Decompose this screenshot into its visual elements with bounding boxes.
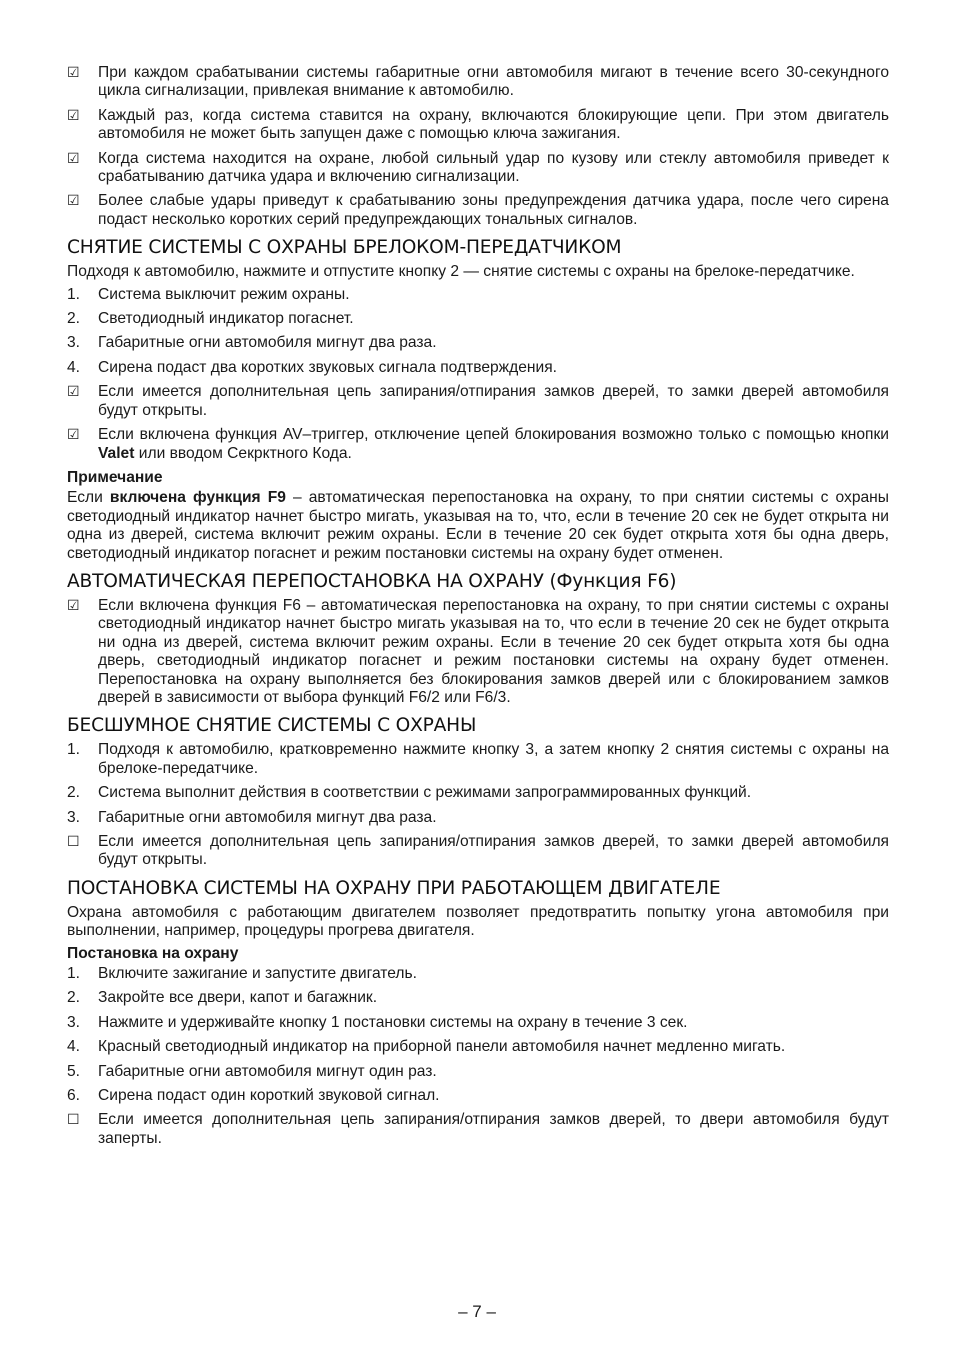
subheading-arming: Постановка на охрану xyxy=(67,944,239,962)
list-item-text: При каждом срабатывании системы габаритные огни автомобиля мигают в течение всего 30-секундного цикла сигнализации, привлекая внимание к автомобилю. xyxy=(98,64,889,100)
step-number: 1. xyxy=(67,965,81,983)
list-item xyxy=(67,1014,889,1032)
checkbox-checked-icon: ☑ xyxy=(67,193,80,210)
silent-disarm-steps xyxy=(67,741,889,869)
list-item-text: Габаритные огни автомобиля мигнут два раза. xyxy=(98,334,437,352)
list-item-text: Если имеется дополнительная цепь запирания/отпирания замков дверей, то замки дверей автомобиля будут открыты. xyxy=(98,383,889,419)
list-item-text: Габаритные огни автомобиля мигнут два раза. xyxy=(98,808,437,826)
section-heading-auto-rearm: АВТОМАТИЧЕСКАЯ ПЕРЕПОСТАНОВКА НА ОХРАНУ (Функция F6) xyxy=(67,570,677,592)
list-item xyxy=(67,383,889,420)
checkbox-checked-icon: ☑ xyxy=(67,65,80,81)
list-item xyxy=(67,107,889,144)
list-item xyxy=(67,310,889,328)
checkbox-checked-icon: ☑ xyxy=(67,427,80,444)
step-number: 2. xyxy=(67,784,81,802)
step-number: 5. xyxy=(67,1062,81,1080)
list-item xyxy=(67,192,889,229)
list-item xyxy=(67,1038,889,1056)
list-item-text: Сирена подаст один короткий звуковой сигнал. xyxy=(98,1087,440,1105)
note-text-part: – автоматическая перепостановка на охрану, то при снятии системы с охраны светодиодный индикатор начнет быстро мигать, указывая на то, что, если в течение 20 сек не будет открыта ни одна из дверей, система включит режим охраны. Если в течение 20 сек будет открыта хотя бы одна дверь, светодиодный индикатор погаснет и режим постановки системы на охрану будет отменен. xyxy=(67,489,889,562)
valet-label: Valet xyxy=(98,444,135,462)
step-number: 4. xyxy=(67,1038,81,1056)
checkbox-checked-icon: ☑ xyxy=(67,107,80,124)
note-text-bold: включена функция F9 xyxy=(109,489,286,507)
step-number: 1. xyxy=(67,285,81,303)
step-number: 1. xyxy=(67,741,81,759)
list-item xyxy=(67,597,889,707)
list-item xyxy=(67,989,889,1007)
intro-list xyxy=(67,64,889,229)
list-item xyxy=(67,1087,889,1105)
step-number: 6. xyxy=(67,1087,81,1105)
list-item xyxy=(67,965,889,983)
note-text xyxy=(67,489,889,563)
checkbox-checked-icon: ☑ xyxy=(67,150,80,167)
list-item xyxy=(67,1111,889,1148)
note-text-part: Если xyxy=(67,489,110,507)
list-item xyxy=(67,741,889,778)
note-title: Примечание xyxy=(67,468,163,486)
list-item-text: Когда система находится на охране, любой сильный удар по кузову или стеклу автомобиля приведет к срабатыванию датчика удара и включению сигнализации. xyxy=(98,149,889,186)
list-item xyxy=(67,833,889,870)
arming-steps xyxy=(67,965,889,1148)
list-item-text: Подходя к автомобилю, кратковременно нажмите кнопку 3, а затем кнопку 2 снятия системы с охраны на брелоке-передатчике. xyxy=(98,741,889,777)
step-number: 2. xyxy=(67,310,81,328)
list-item xyxy=(67,64,889,101)
list-item xyxy=(67,150,889,187)
disarm-steps xyxy=(67,286,889,463)
step-number: 2. xyxy=(67,989,81,1007)
list-item-text: Каждый раз, когда система ставится на охрану, включаются блокирующие цепи. При этом двигатель автомобиля не может быть запущен даже с помощью ключа зажигания. xyxy=(98,106,889,143)
checkbox-checked-icon: ☑ xyxy=(67,384,80,401)
list-item xyxy=(67,1063,889,1081)
auto-rearm-list xyxy=(67,597,889,707)
section-heading-disarm: СНЯТИЕ СИСТЕМЫ С ОХРАНЫ БРЕЛОКОМ-ПЕРЕДАТЧИКОМ xyxy=(67,237,622,259)
section-heading-arm-engine-running: ПОСТАНОВКА СИСТЕМЫ НА ОХРАНУ ПРИ РАБОТАЮЩЕМ ДВИГАТЕЛЕ xyxy=(67,877,721,899)
list-item-text: Система выполнит действия в соответствии с режимами запрограммированных функций. xyxy=(98,784,752,802)
list-item-text: Система выключит режим охраны. xyxy=(98,285,350,303)
document-page xyxy=(67,64,889,1154)
list-item xyxy=(67,334,889,352)
step-number: 3. xyxy=(67,808,81,826)
list-item-text: Если имеется дополнительная цепь запирания/отпирания замков дверей, то замки дверей автомобиля будут открыты. xyxy=(98,833,889,869)
page-number: – 7 – xyxy=(458,1302,496,1321)
list-item-text: Сирена подаст два коротких звуковых сигнала подтверждения. xyxy=(98,358,557,376)
list-item-text: Более слабые удары приведут к срабатыванию зоны предупреждения датчика удара, после чего сирена подаст несколько коротких серий предупреждающих тональных сигналов. xyxy=(98,192,889,228)
section-intro: Подходя к автомобилю, нажмите и отпустите кнопку 2 — снятие системы с охраны на брелоке-передатчике. xyxy=(67,263,855,281)
list-item-text: Если включена функция AV–триггер, отключение цепей блокирования возможно только с помощью кнопки xyxy=(98,426,889,444)
list-item xyxy=(67,286,889,304)
section-heading-silent-disarm: БЕСШУМНОЕ СНЯТИЕ СИСТЕМЫ С ОХРАНЫ xyxy=(67,715,477,737)
list-item xyxy=(67,426,889,463)
list-item-text: Габаритные огни автомобиля мигнут один раз. xyxy=(98,1062,437,1080)
list-item-text: Нажмите и удерживайте кнопку 1 постановки системы на охрану в течение 3 сек. xyxy=(98,1013,688,1031)
checkbox-checked-icon: ☑ xyxy=(67,597,80,614)
checkbox-empty-icon: ☐ xyxy=(67,834,80,850)
list-item-text: Закройте все двери, капот и багажник. xyxy=(98,989,378,1007)
section-intro: Охрана автомобиля с работающим двигателем позволяет предотвратить попытку угона автомобиля при выполнении, например, процедуры прогрева двигателя. xyxy=(67,903,889,940)
list-item xyxy=(67,809,889,827)
list-item-text: Светодиодный индикатор погаснет. xyxy=(98,310,354,328)
step-number: 3. xyxy=(67,334,81,352)
step-number: 4. xyxy=(67,358,81,376)
step-number: 3. xyxy=(67,1013,81,1031)
list-item-text: Красный светодиодный индикатор на приборной панели автомобиля начнет медленно мигать. xyxy=(98,1038,786,1056)
list-item-text: или вводом Секрктного Кода. xyxy=(134,444,352,462)
list-item-text: Если имеется дополнительная цепь запирания/отпирания замков дверей, то двери автомобиля будут заперты. xyxy=(98,1111,889,1147)
list-item-text: Если включена функция F6 – автоматическая перепостановка на охрану, то при снятии системы с охраны светодиодный индикатор начнет быстро мигать указывая на то, что если в течение 20 сек не будет открыта ни одна из дверей, система включит режим охраны. Если в течение 20 сек будет открыта хотя бы одна дверь, светодиодный индикатор погаснет и режим постановки системы на охрану будет отменен. Перепостановка на охрану выполняется без блокирования замков дверей или с блокированием замков дверей в зависимости от выбора функций F6/2 или F6/3. xyxy=(98,596,889,706)
list-item-text: Включите зажигание и запустите двигатель. xyxy=(98,965,417,983)
list-item xyxy=(67,784,889,802)
checkbox-empty-icon: ☐ xyxy=(67,1112,80,1129)
list-item xyxy=(67,359,889,377)
